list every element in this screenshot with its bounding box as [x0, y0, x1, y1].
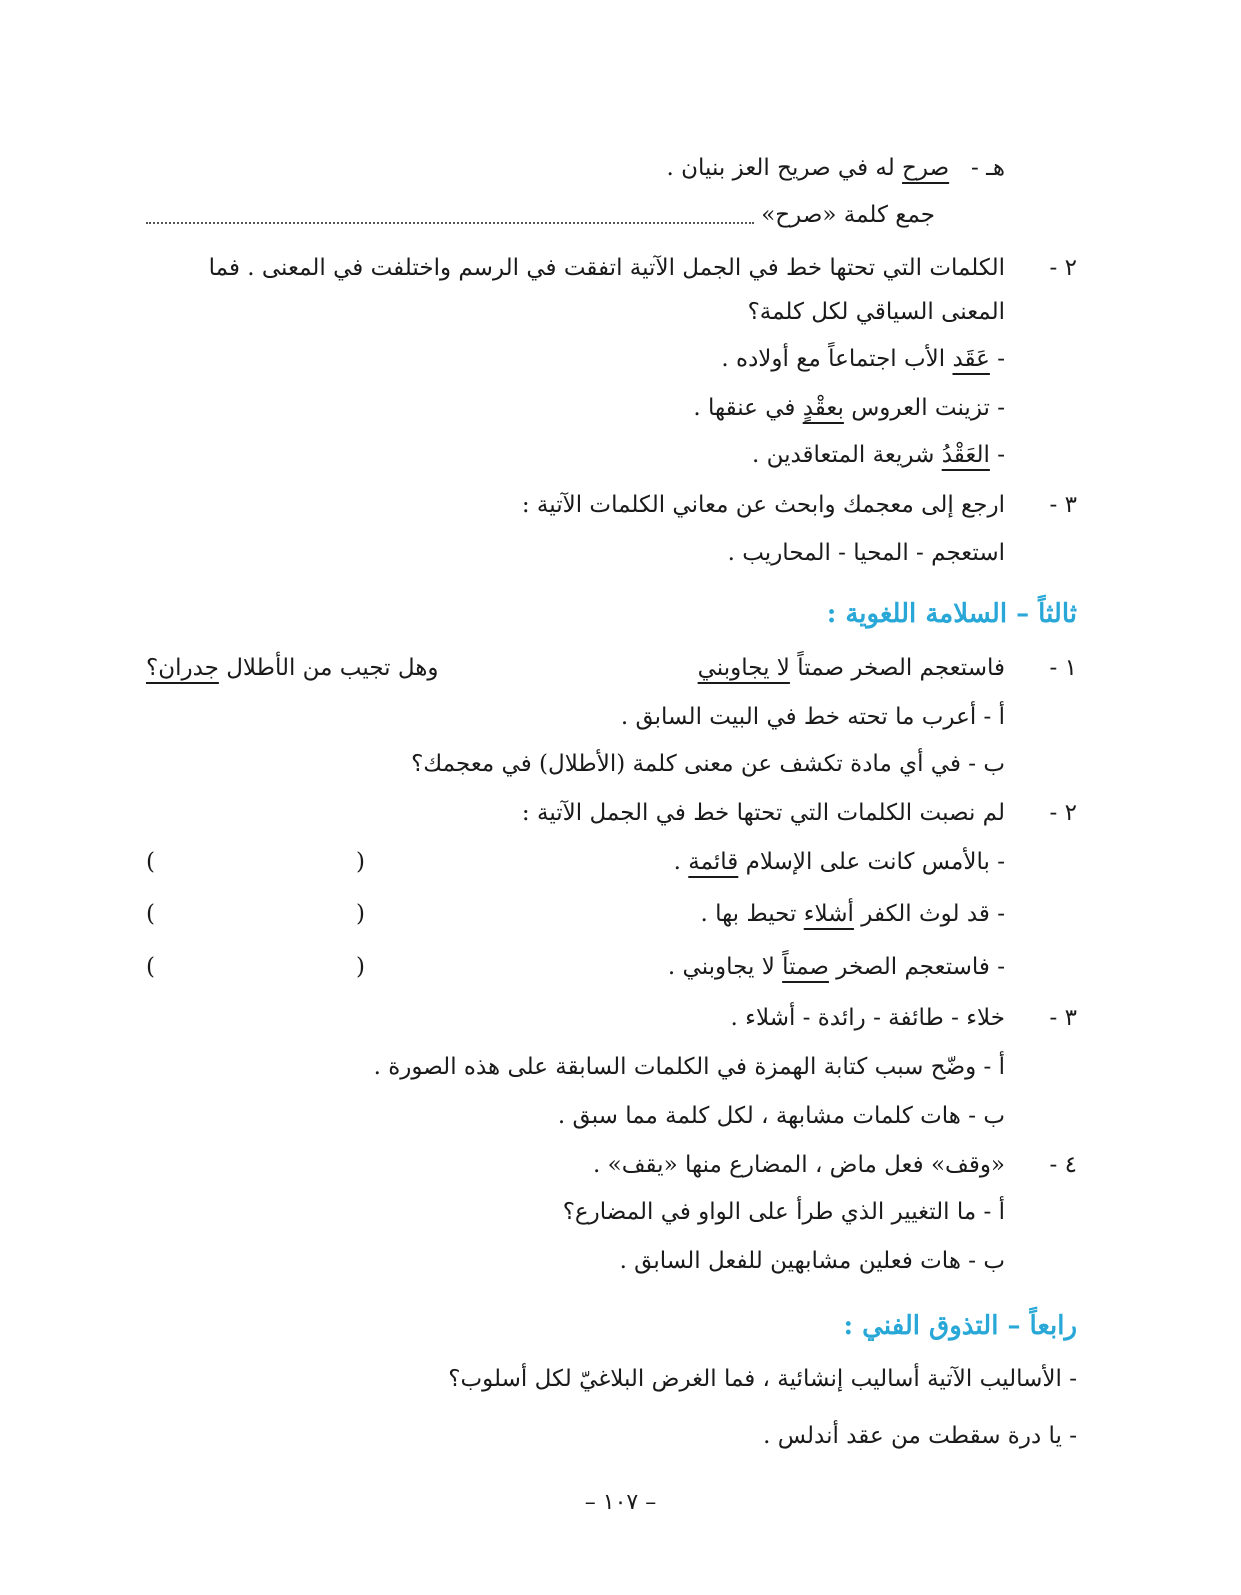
item-he-sub: [761, 199, 935, 231]
page-number: – ١٠٧ –: [584, 1490, 657, 1515]
question-text: - الأساليب الآتية أساليب إنشائية ، فما الغرض البلاغيّ لكل أسلوب؟: [448, 1366, 1077, 1392]
answer-paren-open: (: [356, 954, 365, 980]
question-text: - يا درة سقطت من عقد أندلس .: [763, 1423, 1077, 1449]
answer-paren-close: ): [146, 954, 155, 980]
underlined-word: عَقَد: [952, 346, 990, 372]
word-list: خلاء - طائفة - رائدة - أشلاء .: [730, 1005, 1005, 1031]
answer-paren-open: (: [356, 849, 365, 875]
list-item: - العَقْدُ شريعة المتعاقدين .: [751, 442, 1005, 468]
question-number: ١ -: [1049, 655, 1077, 681]
verse-second-hemistich: وهل تجيب من الأطلال جدران؟: [146, 655, 439, 681]
list-item: - بالأمس كانت على الإسلام قائمة .: [673, 849, 1005, 875]
question-number: ٢ -: [1049, 255, 1077, 281]
sub-question: أ - ما التغيير الذي طرأ على الواو في المضارع؟: [562, 1199, 1005, 1225]
sub-question: ب - هات فعلين مشابهين للفعل السابق .: [619, 1248, 1005, 1274]
question-text: الكلمات التي تحتها خط في الجمل الآتية اتفقت في الرسم واختلفت في المعنى . فما: [208, 255, 1005, 281]
item-marker: هـ -: [971, 155, 1005, 181]
list-item: - قد لوث الكفر أشلاء تحيط بها .: [700, 901, 1005, 927]
question-number: ٤ -: [1049, 1152, 1077, 1178]
section-heading: رابعاً – التذوق الفني :: [843, 1311, 1077, 1341]
sub-question: أ - أعرب ما تحته خط في البيت السابق .: [620, 704, 1005, 730]
question-number: ٣ -: [1049, 492, 1077, 518]
item-text: له في صريح العز بنيان .: [666, 155, 903, 181]
underlined-word: لا يجاوبني: [697, 655, 790, 681]
question-text: ارجع إلى معجمك وابحث عن معاني الكلمات الآتية :: [521, 492, 1005, 518]
prompt-text: جمع كلمة «صرح»: [761, 202, 935, 228]
underlined-word: جدران؟: [146, 655, 219, 681]
underlined-word: بعقْدٍ: [802, 395, 844, 421]
underlined-word: صمتاً: [782, 954, 829, 980]
answer-paren-close: ): [146, 849, 155, 875]
section-heading: ثالثاً – السلامة اللغوية :: [826, 599, 1077, 629]
underlined-word: أشلاء: [803, 901, 854, 927]
question-number: ٣ -: [1049, 1005, 1077, 1031]
underlined-word: قائمة: [688, 849, 739, 875]
sub-question: ب - هات كلمات مشابهة ، لكل كلمة مما سبق .: [557, 1103, 1005, 1129]
underlined-word: صرح: [902, 155, 950, 181]
question-number: ٢ -: [1049, 800, 1077, 826]
answer-paren-open: (: [356, 901, 365, 927]
underlined-word: العَقْدُ: [941, 442, 990, 468]
list-item: - فاستعجم الصخر صمتاً لا يجاوبني .: [667, 954, 1005, 980]
sub-question: أ - وضّح سبب كتابة الهمزة في الكلمات السابقة على هذه الصورة .: [373, 1054, 1005, 1080]
question-text: «وقف» فعل ماض ، المضارع منها «يقف» .: [593, 1152, 1005, 1178]
list-item: - عَقَد الأب اجتماعاً مع أولاده .: [721, 346, 1005, 372]
answer-paren-close: ): [146, 901, 155, 927]
verse-first-hemistich: فاستعجم الصخر صمتاً لا يجاوبني: [697, 655, 1005, 681]
list-item: - تزينت العروس بعقْدٍ في عنقها .: [693, 395, 1005, 421]
item-he: [667, 152, 1005, 184]
sub-question: ب - في أي مادة تكشف عن معنى كلمة (الأطلال) في معجمك؟: [411, 751, 1005, 777]
question-text: المعنى السياقي لكل كلمة؟: [747, 299, 1005, 325]
answer-dotted-line: [146, 222, 754, 224]
word-list: استعجم - المحيا - المحاريب .: [727, 540, 1005, 566]
question-text: لم نصبت الكلمات التي تحتها خط في الجمل الآتية :: [521, 800, 1005, 826]
